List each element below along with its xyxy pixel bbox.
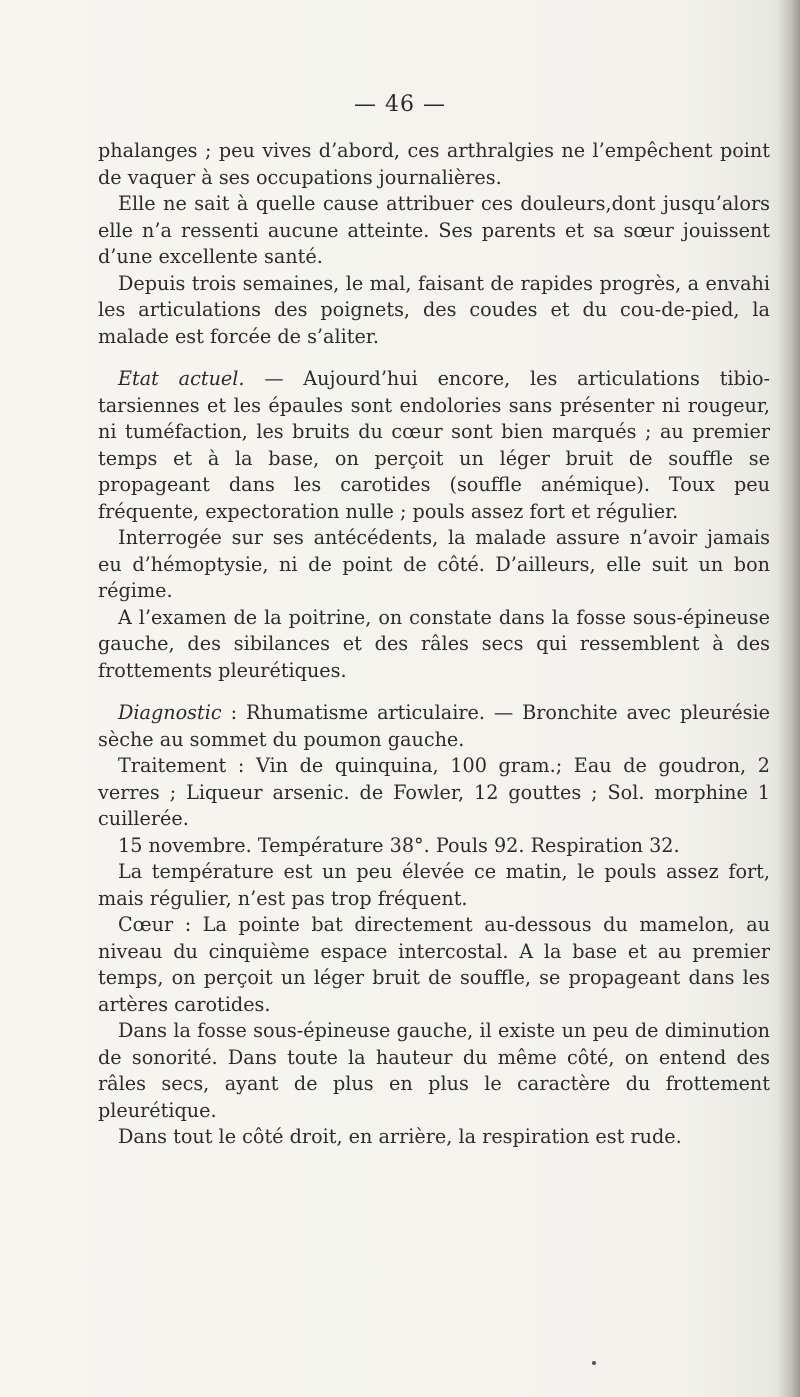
paragraph-text: Interrogée sur ses antécédents, la malade assure n’avoir jamais eu d’hémoptysie, ni de point de côté. D’ailleurs, elle suit un bon régime. [98, 526, 770, 602]
paper-speck [592, 1361, 596, 1365]
paragraph-diagnostic [98, 700, 770, 753]
paragraph-etat-actuel [98, 366, 770, 525]
page-number: — 46 — [354, 92, 446, 117]
paragraph-text: Elle ne sait à quelle cause attribuer ces douleurs,dont jusqu’alors elle n’a ressenti aucune atteinte. Ses parents et sa sœur jouissent d’une excellente santé. [98, 192, 770, 268]
paragraph-15-novembre [98, 833, 770, 860]
paragraph-text: Dans tout le côté droit, en arrière, la respiration est rude. [118, 1125, 682, 1148]
section-heading-etat-actuel: Etat actuel. [118, 367, 245, 390]
paragraph-10 [98, 859, 770, 912]
section-heading-diagnostic: Diagnostic [118, 701, 222, 724]
paragraph-text: A l’examen de la poitrine, on constate dans la fosse sous-épineuse gauche, des sibilances et des râles secs qui ressemblent à des frottements pleurétiques. [98, 605, 770, 682]
paragraph-coeur [98, 912, 770, 1018]
paragraph-traitement [98, 753, 770, 833]
paragraph-text: Depuis trois semaines, le mal, faisant de rapides progrès, a envahi les articulations des poignets, des coudes et du cou-de-pied, la malade est forcée de s’aliter. [98, 271, 770, 348]
paragraph-text: Dans la fosse sous-épineuse gauche, il existe un peu de diminution de sonorité. Dans toute la hauteur du même côté, on entend des râles secs, ayant de plus en plus le caractère du frottement pleurétique. [98, 1019, 770, 1122]
paragraph-1 [98, 138, 770, 191]
page-edge-shadow [778, 0, 800, 1397]
paragraph-12 [98, 1018, 770, 1124]
paragraph-5 [98, 525, 770, 605]
paragraph-6 [98, 605, 770, 685]
paragraph-text: : Rhumatisme articulaire. — Bronchite avec pleurésie sèche au sommet du poumon gauche. [98, 701, 770, 751]
paragraph-text: Traitement : Vin de quinquina, 100 gram.; Eau de goudron, 2 verres ; Liqueur arsenic. de Fowler, 12 gouttes ; Sol. morphine 1 cuillerée. [98, 754, 770, 830]
paragraph-text: Cœur : La pointe bat directement au-dessous du mamelon, au niveau du cinquième espace intercostal. A la base et au premier temps, on perçoit un léger bruit de souffle, se propageant dans les artères carotides. [98, 913, 770, 1016]
paragraph-text: — Aujourd’hui encore, les articulations tibio-tarsiennes et les épaules sont endolories sans présenter ni rougeur, ni tuméfaction, les bruits du cœur sont bien marqués ; au premier temps et à la base, on perçoit un léger bruit de souffle se propageant dans les carotides (souffle anémique). Toux peu fréquente, expectoration nulle ; pouls assez fort et régulier. [98, 367, 771, 523]
paragraph-2 [98, 191, 770, 271]
paragraph-text: La température est un peu élevée ce matin, le pouls assez fort, mais régulier, n’est pas trop fréquent. [98, 860, 770, 910]
paragraph-13 [98, 1124, 770, 1151]
body-text [98, 138, 770, 1151]
paragraph-text: 15 novembre. Température 38°. Pouls 92. Respiration 32. [118, 833, 680, 857]
paragraph-3 [98, 271, 770, 351]
paragraph-text: phalanges ; peu vives d’abord, ces arthralgies ne l’empêchent point de vaquer à ses occupations journalières. [98, 139, 770, 189]
